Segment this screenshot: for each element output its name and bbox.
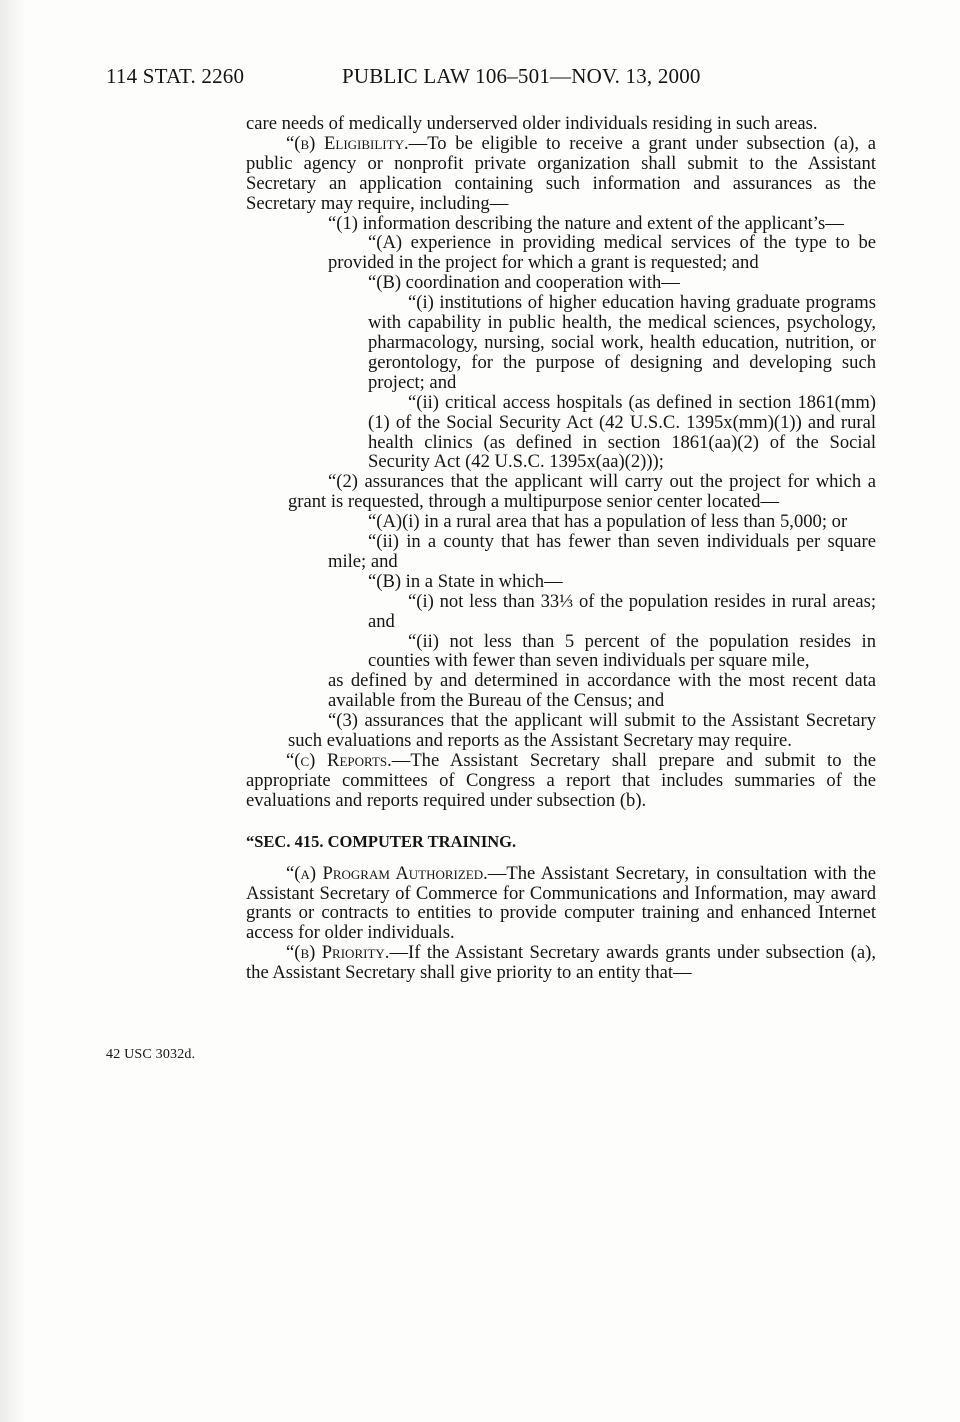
priority-text: —If the Assistant Secretary awards grants under subsection (a), the Assistant Secretary shall give priority to an entity that— xyxy=(246,942,877,984)
statute-page-number: 114 STAT. 2260 xyxy=(106,64,245,88)
paragraph-1: “(1) information describing the nature and extent of the applicant’s— xyxy=(328,212,844,234)
paragraph-priority xyxy=(246,943,876,983)
paragraph-1-B-i: “(i) institutions of higher education having graduate programs with capability in public health, the medical sciences, psychology, pharmacology, nursing, social work, health education, nutrition, or gerontology, for the purpose of designing and developing such project; and xyxy=(368,292,876,393)
paragraph-3: “(3) assurances that the applicant will submit to the Assistant Secretary such evaluations and reports as the Assistant Secretary may require. xyxy=(288,710,876,752)
paragraph-2-B: “(B) in a State in which— xyxy=(368,570,563,592)
reports-heading: “(c) Reports. xyxy=(286,750,392,771)
paragraph-1-A: “(A) experience in providing medical services of the type to be provided in the project for which a grant is requested; and xyxy=(328,232,876,274)
eligibility-text: —To be eligible to receive a grant under subsection (a), a public agency or nonprofit private organization shall submit to the Assistant Secretary an application containing such information and assurances as the Secretary may require, including— xyxy=(246,132,876,214)
paragraph-1-B: “(B) coordination and cooperation with— xyxy=(368,272,680,294)
paragraph-program-authorized xyxy=(246,864,876,944)
paragraph-1-B-ii: “(ii) critical access hospitals (as defined in section 1861(mm)(1) of the Social Security Act (42 U.S.C. 1395x(mm)(1)) and rural health clinics (as defined in section 1861(aa)(2) of the Social Security Act (42 U.S.C. 1395x(aa)(2))); xyxy=(368,391,876,473)
page-header xyxy=(106,64,900,94)
reports-text: —The Assistant Secretary shall prepare and submit to the appropriate committees of Congress a report that includes summaries of the evaluations and reports required under subsection (b). xyxy=(246,750,876,811)
paragraph-reports xyxy=(246,751,876,811)
paragraph-2-B-ii: “(ii) not less than 5 percent of the population resides in counties with fewer than seven individuals per square mile, xyxy=(368,630,876,672)
section-heading: “SEC. 415. COMPUTER TRAINING. xyxy=(246,831,517,851)
paragraph-eligibility xyxy=(246,134,876,214)
program-authorized-heading: “(a) Program Authorized. xyxy=(286,862,488,884)
paragraph-2-closing: as defined by and determined in accordance with the most recent data available from the Bureau of the Census; and xyxy=(328,670,876,712)
eligibility-heading: “(b) Eligibility. xyxy=(286,132,409,154)
paragraph-continued: care needs of medically underserved older individuals residing in such areas. xyxy=(246,113,818,134)
paragraph-2-A-ii: “(ii) in a county that has fewer than seven individuals per square mile; and xyxy=(328,531,876,572)
statute-body xyxy=(246,114,876,983)
page-gutter-shadow xyxy=(0,0,26,1422)
paragraph-2-A-i: “(A)(i) in a rural area that has a population of less than 5,000; or xyxy=(368,511,848,533)
program-authorized-text: —The Assistant Secretary, in consultation with the Assistant Secretary of Commerce for Communications and Information, may award grants or contracts to entities to provide computer training and enhanced Internet access for older individuals. xyxy=(246,862,876,944)
public-law-citation: PUBLIC LAW 106–501—NOV. 13, 2000 xyxy=(342,64,701,88)
paragraph-2: “(2) assurances that the applicant will carry out the project for which a grant is requested, through a multipurpose senior center located— xyxy=(288,471,876,513)
paragraph-2-B-i: “(i) not less than 33⅓ of the population resides in rural areas; and xyxy=(368,590,876,632)
priority-heading: “(b) Priority. xyxy=(286,942,390,964)
usc-margin-note: 42 USC 3032d. xyxy=(106,1047,196,1062)
